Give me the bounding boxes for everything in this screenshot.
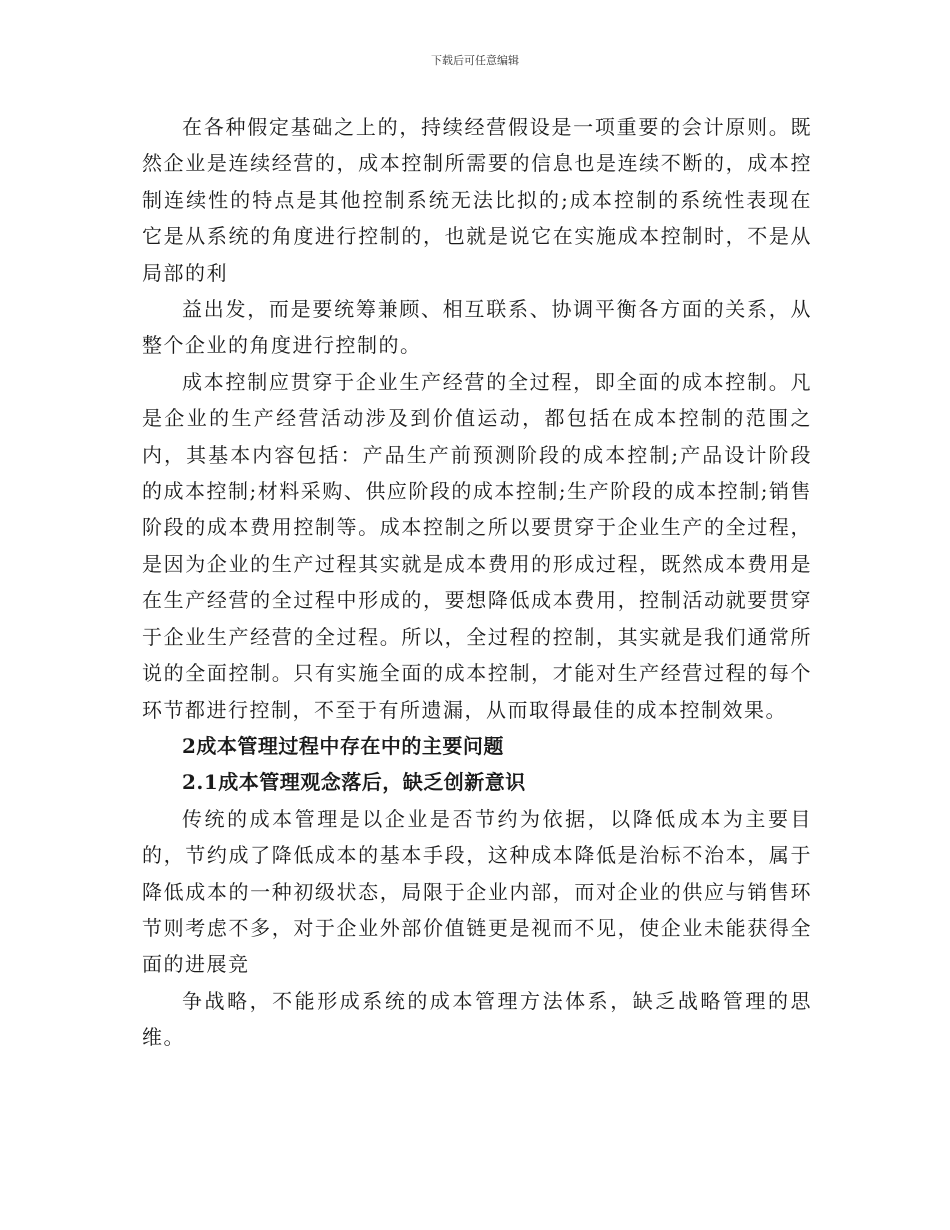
paragraph-going-concern: 在各种假定基础之上的，持续经营假设是一项重要的会计原则。既然企业是连续经营的，成本控制所需要的信息也是连续不断的，成本控制连续性的特点是其他控制系统无法比拟的;成本控制的系统性表现在它是从系统的角度进行控制的，也就是说它在实施成本控制时，不是从局部的利 [142,115,812,285]
paragraph-full-process-control: 成本控制应贯穿于企业生产经营的全过程，即全面的成本控制。凡是企业的生产经营活动涉及到价值运动，都包括在成本控制的范围之内，其基本内容包括：产品生产前预测阶段的成本控制;产品设计阶段的成本控制;材料采购、供应阶段的成本控制;生产阶段的成本控制;销售阶段的成本费用控制等。成本控制之所以要贯穿于企业生产的全过程，是因为企业的生产过程其实就是成本费用的形成过程，既然成本费用是在生产经营的全过程中形成的，要想降低成本费用，控制活动就要贯穿于企业生产经营的全过程。所以，全过程的控制，其实就是我们通常所说的全面控制。只有实施全面的成本控制，才能对生产经营过程的每个环节都进行控制，不至于有所遗漏，从而取得最佳的成本控制效果。 [142,369,812,722]
paragraph-traditional-cost-management: 传统的成本管理是以企业是否节约为依据，以降低成本为主要目的，节约成了降低成本的基本手段，这种成本降低是治标不治本，属于降低成本的一种初级状态，局限于企业内部，而对企业的供应与销售环节则考虑不多，对于企业外部价值链更是视而不见，使企业未能获得全面的进展竞 [142,806,812,977]
document-body [142,109,812,1056]
paragraph-overall-interest: 益出发，而是要统筹兼顾、相互联系、协调平衡各方面的关系，从整个企业的角度进行控制的。 [142,297,812,358]
paragraph-competitive-strategy: 争战略，不能形成系统的成本管理方法体系，缺乏战略管理的思维。 [142,988,812,1050]
subsection-heading-outdated-concepts: 2.1成本管理观念落后，缺乏创新意识 [182,770,526,795]
section-heading-main-problems: 2成本管理过程中存在中的主要问题 [182,733,504,758]
page-header-note: 下载后可任意编辑 [431,54,519,67]
